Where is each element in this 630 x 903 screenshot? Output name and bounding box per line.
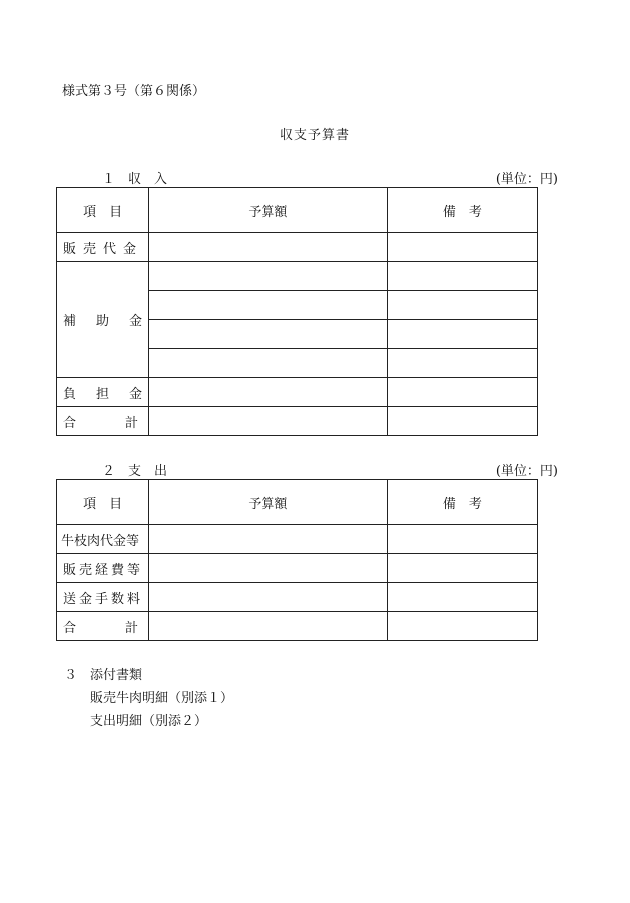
income-unit: (単位：円): [495, 172, 558, 187]
remarks-cell[interactable]: [387, 378, 537, 407]
amount-cell[interactable]: [149, 554, 387, 583]
item-header: 項 目: [57, 188, 149, 233]
amount-header: 予算額: [149, 480, 387, 525]
attachment-item: 販売牛肉明細（別添１）: [90, 691, 234, 706]
income-table: [56, 187, 538, 436]
table-row: [57, 378, 538, 407]
amount-cell[interactable]: [149, 583, 387, 612]
row-label-total: 合計: [57, 612, 149, 641]
remarks-cell[interactable]: [387, 262, 537, 291]
form-number: 様式第３号（第６関係）: [62, 84, 206, 99]
remarks-cell[interactable]: [387, 554, 537, 583]
document-title: 収支予算書: [279, 128, 350, 143]
table-row: [57, 554, 538, 583]
remarks-cell[interactable]: [387, 612, 537, 641]
income-header-row: [57, 188, 538, 233]
row-label-burden: 負担金: [57, 378, 149, 407]
item-header: 項 目: [57, 480, 149, 525]
table-row: [57, 525, 538, 554]
table-row: [57, 407, 538, 436]
amount-cell[interactable]: [149, 378, 387, 407]
row-label-fee: 送金手数料: [57, 583, 149, 612]
row-label-sales-cost: 販売経費等: [57, 554, 149, 583]
row-label-sales: 販売代金: [57, 233, 149, 262]
amount-header: 予算額: [149, 188, 387, 233]
remarks-cell[interactable]: [387, 583, 537, 612]
amount-cell[interactable]: [149, 291, 387, 320]
attachment-item: 支出明細（別添２）: [90, 714, 208, 729]
remarks-cell[interactable]: [387, 407, 537, 436]
amount-cell[interactable]: [149, 233, 387, 262]
amount-cell[interactable]: [149, 320, 387, 349]
amount-cell[interactable]: [149, 262, 387, 291]
amount-cell[interactable]: [149, 525, 387, 554]
remarks-header: 備 考: [387, 188, 537, 233]
remarks-cell[interactable]: [387, 320, 537, 349]
row-label-total: 合計: [57, 407, 149, 436]
income-heading: １ 収 入: [102, 172, 168, 187]
amount-cell[interactable]: [149, 349, 387, 378]
row-label-beef: 牛枝肉代金等: [57, 525, 149, 554]
expense-unit: (単位：円): [495, 464, 558, 479]
expense-table: [56, 479, 538, 641]
remarks-cell[interactable]: [387, 349, 537, 378]
remarks-header: 備 考: [387, 480, 537, 525]
expense-heading: ２ 支 出: [102, 464, 168, 479]
table-row: [57, 612, 538, 641]
table-row: [57, 233, 538, 262]
remarks-cell[interactable]: [387, 291, 537, 320]
attachments-heading: ３ 添付書類: [64, 668, 143, 683]
row-label-subsidy: 補助金: [57, 262, 149, 378]
table-row: [57, 583, 538, 612]
remarks-cell[interactable]: [387, 525, 537, 554]
remarks-cell[interactable]: [387, 233, 537, 262]
expense-header-row: [57, 480, 538, 525]
table-row: [57, 262, 538, 291]
